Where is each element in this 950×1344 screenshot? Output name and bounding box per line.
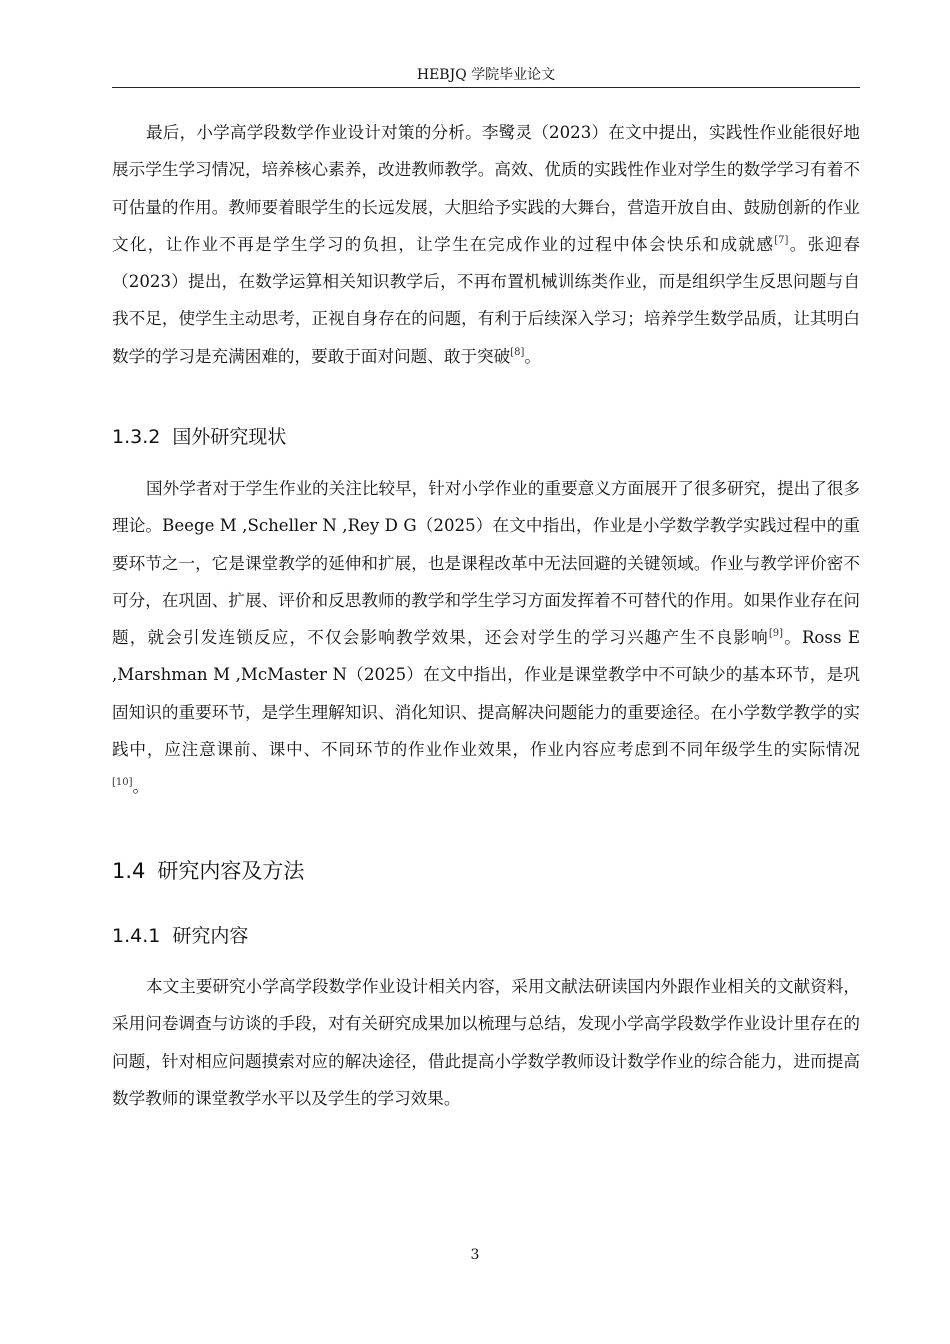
citation-8: [8] xyxy=(510,346,525,358)
section-number: 1.3.2 xyxy=(112,426,161,448)
section-heading-1-3-2 xyxy=(112,423,286,451)
citation-7: [7] xyxy=(774,234,789,246)
paragraph-text: 最后，小学高学段数学作业设计对策的分析。李鹭灵（2023）在文中提出，实践性作业能很好地展示学生学习情况，培养核心素养，改进教师教学。高效、优质的实践性作业对学生的数学学习有着不可估量的作用。教师要着眼学生的长远发展，大胆给予实践的大舞台，营造开放自由、鼓励创新的作业文化，让作业不再是学生学习的负担，让学生在完成作业的过程中体会快乐和成就感 xyxy=(112,123,860,254)
section-title: 研究内容及方法 xyxy=(157,859,305,883)
section-title: 研究内容 xyxy=(172,925,249,947)
paragraph-text: 。 xyxy=(132,777,150,797)
paragraph-text: 。张迎春（2023）提出，在数学运算相关知识教学后，不再布置机械训练类作业，而是组织学生反思问题与自我不足，使学生主动思考，正视自身存在的问题，有利于后续深入学习；培养学生数学品质，让其明白数学的学习是充满困难的，要敢于面对问题、敢于突破 xyxy=(112,234,860,366)
section-heading-1-4-1 xyxy=(112,922,248,950)
paragraph-text: 本文主要研究小学高学段数学作业设计相关内容，采用文献法研读国内外跟作业相关的文献资料，采用问卷调查与访谈的手段，对有关研究成果加以梳理与总结，发现小学高学段数学作业设计里存在的问题，针对相应问题摸索对应的解决途径，借此提高小学数学教师设计数学作业的综合能力，进而提高数学教师的课堂教学水平以及学生的学习效果。 xyxy=(112,977,860,1108)
paragraph-domestic-summary xyxy=(112,114,860,375)
running-header: HEBJQ 学院毕业论文 xyxy=(416,67,556,83)
section-number: 1.4 xyxy=(112,859,146,883)
section-number: 1.4.1 xyxy=(112,925,161,947)
citation-10: [10] xyxy=(112,777,133,789)
section-heading-1-4 xyxy=(112,856,304,886)
citation-9: [9] xyxy=(768,628,784,640)
section-title: 国外研究现状 xyxy=(172,426,287,448)
paragraph-foreign-research xyxy=(112,470,860,806)
paragraph-text: 国外学者对于学生作业的关注比较早，针对小学作业的重要意义方面展开了很多研究，提出了很多理论。Beege M ,Scheller N ,Rey D G（2025）在文中指出，作业是小学数学教学实践过程中的重要环节之一，它是课堂教学的延伸和扩展，也是课程改革中无法回避的关键领域。作业与教学评价密不可分，在巩固、扩展、评价和反思教师的教学和学生学习方面发挥着不可替代的作用。如果作业存在问题，就会引发连锁反应，不仅会影响教学效果，还会对学生的学习兴趣产生不良影响 xyxy=(112,479,860,648)
paragraph-text: 。 xyxy=(524,346,542,366)
header-rule xyxy=(112,87,860,88)
page-number: 3 xyxy=(470,1247,480,1263)
paragraph-text: 。Ross E ,Marshman M ,McMaster N（2025）在文中指出，作业是课堂教学中不可缺少的基本环节，是巩固知识的重要环节，是学生理解知识、消化知识、提高解决问题能力的重要途径。在小学数学教学的实践中，应注意课前、课中、不同环节的作业作业效果，作业内容应考虑到不同年级学生的实际情况 xyxy=(112,628,861,760)
paragraph-research-content xyxy=(112,968,860,1117)
